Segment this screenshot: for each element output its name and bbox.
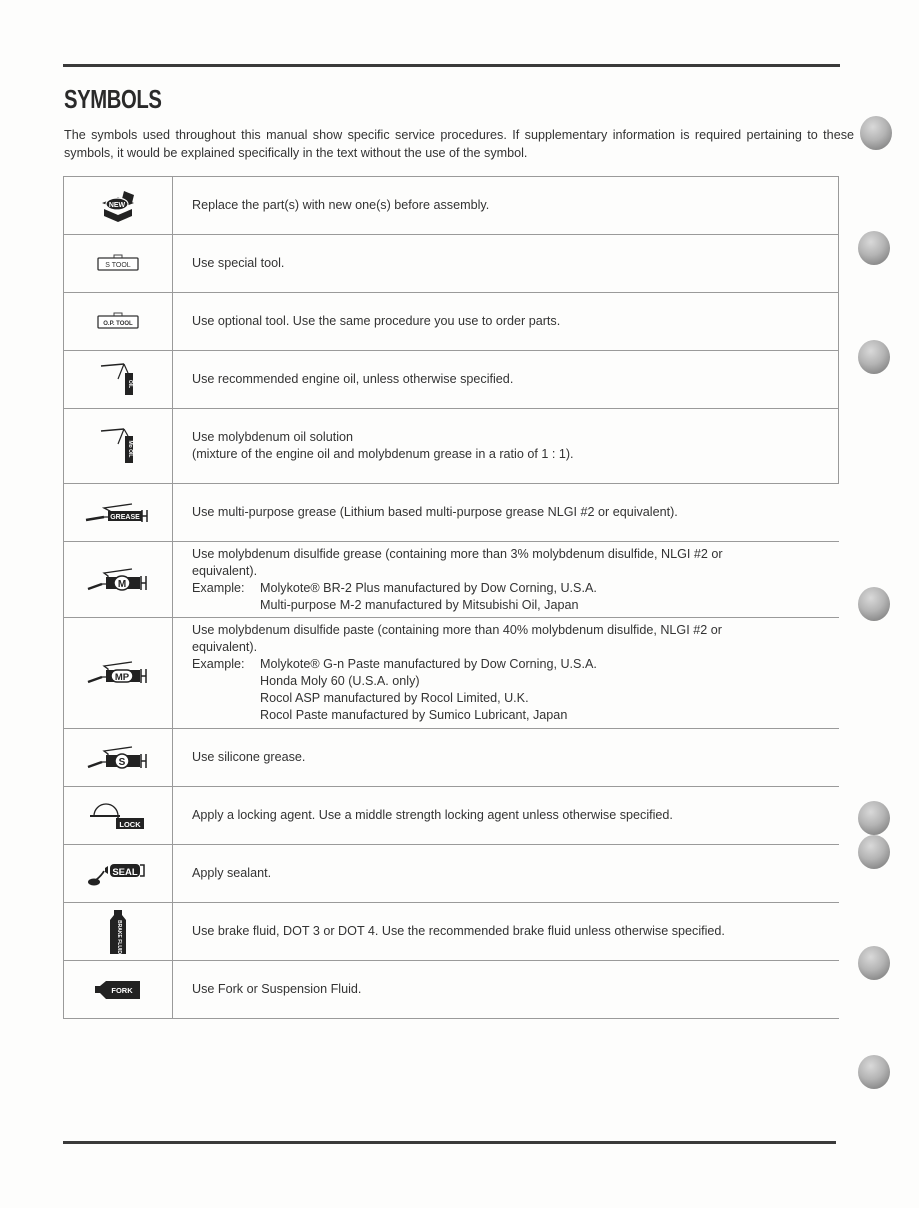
svg-text:FORK: FORK: [111, 985, 133, 995]
symbol-description: Use recommended engine oil, unless otherwise specified.: [192, 372, 514, 386]
table-row: [64, 961, 839, 1019]
svg-text:OIL: OIL: [127, 379, 133, 388]
table-row: [64, 729, 839, 787]
bottom-rule: [63, 1141, 836, 1144]
table-row: [64, 351, 839, 409]
svg-text:MP: MP: [114, 672, 130, 683]
fork-fluid-bottle-icon: [94, 981, 142, 998]
symbol-description: Apply sealant.: [192, 866, 272, 880]
index-tab-marker: [860, 116, 892, 150]
index-tab-marker: [858, 946, 890, 980]
index-tab-marker: [858, 835, 890, 869]
moly-grease-gun-icon: [86, 571, 150, 588]
molybdenum-oil-can-icon: [98, 437, 138, 458]
index-tab-marker: [858, 231, 890, 265]
svg-text:GREASE: GREASE: [110, 513, 140, 521]
brake-fluid-bottle-icon: [108, 919, 128, 954]
symbol-description: Use molybdenum oil solution: [192, 430, 354, 444]
svg-text:SEAL: SEAL: [112, 866, 138, 878]
example-block: [192, 580, 839, 614]
index-tab-marker: [858, 587, 890, 621]
svg-text:M: M: [117, 578, 127, 590]
svg-text:Mo OIL: Mo OIL: [127, 440, 133, 458]
svg-text:BRAKE FLUID: BRAKE FLUID: [116, 919, 122, 954]
symbol-description: Apply a locking agent. Use a middle strength locking agent unless otherwise specified.: [192, 808, 673, 822]
table-row: [64, 618, 839, 729]
table-row: [64, 845, 839, 903]
example-item: Multi-purpose M-2 manufactured by Mitsubishi Oil, Japan: [260, 597, 579, 612]
example-label: Example:: [192, 657, 245, 671]
index-tab-marker: [858, 340, 890, 374]
symbol-description-cont: equivalent).: [192, 563, 258, 578]
symbol-description: Use molybdenum disulfide grease (containing more than 3% molybdenum disulfide, NLGI #2 or: [192, 546, 723, 561]
top-rule: [63, 64, 840, 67]
table-row: [64, 903, 839, 961]
intro-paragraph: The symbols used throughout this manual show specific service procedures. If supplementary information is required pertaining to these symbols, it would be explained specifically in the text without the use of the symbol.: [64, 128, 854, 160]
symbol-description-cont: equivalent).: [192, 640, 258, 654]
example-item: Rocol Paste manufactured by Sumico Lubricant, Japan: [260, 708, 568, 722]
index-tab-marker: [858, 1055, 890, 1089]
sealant-tube-icon: [86, 865, 150, 882]
table-row: [64, 484, 839, 542]
svg-text:O.P. TOOL: O.P. TOOL: [103, 321, 133, 328]
table-row: [64, 177, 839, 235]
new-part-box-icon: [98, 197, 138, 214]
grease-gun-icon: [84, 504, 152, 521]
symbol-description: Use molybdenum disulfide paste (containing more than 40% molybdenum disulfide, NLGI #2 or: [192, 623, 722, 637]
svg-text:NEW: NEW: [108, 201, 126, 209]
engine-oil-can-icon: [98, 371, 138, 388]
example-item: Molykote® G-n Paste manufactured by Dow Corning, U.S.A.: [260, 657, 597, 671]
silicone-grease-gun-icon: [86, 749, 150, 766]
example-label: Example:: [192, 580, 245, 595]
example-block: [192, 656, 839, 724]
symbol-description: Use multi-purpose grease (Lithium based multi-purpose grease NLGI #2 or equivalent).: [192, 505, 678, 519]
locking-agent-icon: [88, 807, 148, 829]
table-row: [64, 409, 839, 484]
example-item: Honda Moly 60 (U.S.A. only): [260, 674, 420, 688]
page-title: SYMBOLS: [64, 84, 162, 114]
symbol-description: Use Fork or Suspension Fluid.: [192, 982, 362, 996]
symbol-description: Replace the part(s) with new one(s) before assembly.: [192, 198, 490, 212]
symbol-description: Use optional tool. Use the same procedure you use to order parts.: [192, 314, 561, 328]
symbols-table: [63, 176, 839, 1019]
symbol-description: Use silicone grease.: [192, 750, 306, 764]
table-row: [64, 542, 839, 618]
index-tab-marker: [858, 801, 890, 835]
optional-tool-icon: [96, 313, 140, 330]
symbol-description: Use special tool.: [192, 256, 285, 270]
symbol-description-detail: (mixture of the engine oil and molybdenum grease in a ratio of 1 : 1).: [192, 447, 574, 461]
special-tool-icon: [96, 255, 140, 272]
table-row: [64, 235, 839, 293]
svg-text:LOCK: LOCK: [119, 819, 141, 829]
svg-text:S TOOL: S TOOL: [105, 262, 131, 270]
moly-paste-gun-icon: [86, 664, 150, 681]
svg-text:S: S: [118, 756, 126, 768]
table-row: [64, 293, 839, 351]
example-item: Rocol ASP manufactured by Rocol Limited, U.K.: [260, 691, 529, 705]
example-item: Molykote® BR-2 Plus manufactured by Dow Corning, U.S.A.: [260, 580, 597, 595]
symbol-description: Use brake fluid, DOT 3 or DOT 4. Use the recommended brake fluid unless otherwise specified.: [192, 924, 725, 938]
table-row: [64, 787, 839, 845]
